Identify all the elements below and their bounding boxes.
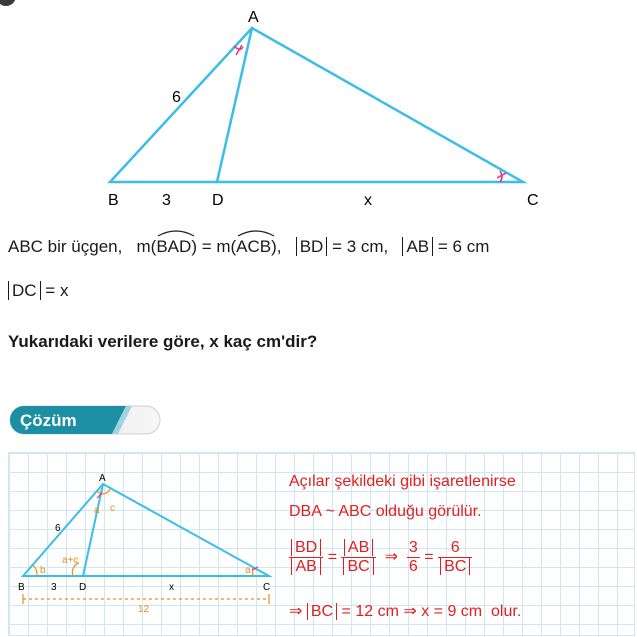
result-end: olur. xyxy=(491,603,522,620)
result-bc-value: = 12 cm xyxy=(341,603,399,620)
vertex-b-label: B xyxy=(108,192,119,209)
bc-total-label: 12 xyxy=(138,604,150,615)
solution-badge xyxy=(8,404,162,436)
dc-value: = x xyxy=(45,281,69,300)
result-x: x = 9 cm xyxy=(421,603,483,620)
implies-arrow: ⇒ xyxy=(384,548,399,566)
vertex-c-label: C xyxy=(527,192,539,209)
result-bc: BC xyxy=(307,603,337,620)
solution-box xyxy=(8,452,635,636)
bd-value: = 3 cm, xyxy=(332,237,389,256)
segment-dc-label: x xyxy=(364,192,372,209)
solution-ratio-equation: $\frac{BD}{AB}$ = $\frac{AB}{BC}$ ⇒ $\frac{3}{6}$ = $\frac{6}{BC}$ xyxy=(289,539,472,576)
solution-line-1: Açılar şekildeki gibi işaretlenirse xyxy=(289,473,516,490)
angle-bad: BAD xyxy=(156,237,191,257)
corner-decoration xyxy=(0,0,16,6)
angle-arc-icon xyxy=(156,228,196,237)
question-text: Yukarıdaki verilere göre, x kaç cm'dir? xyxy=(8,332,318,351)
angle-label-b: b xyxy=(40,565,46,576)
angle-arc-b xyxy=(33,565,37,576)
solution-vertex-a: A xyxy=(99,473,106,484)
solution-badge-label: Çözüm xyxy=(20,411,77,430)
angle-arc-icon xyxy=(236,228,276,237)
implies-arrow: ⇒ xyxy=(403,603,417,620)
problem-triangle-diagram xyxy=(0,0,637,215)
fraction-6-bc: $\frac{6}{BC}$ xyxy=(438,539,472,576)
solution-segment-dc: x xyxy=(169,582,174,593)
angle-label-a: a xyxy=(94,505,100,516)
solution-triangle-diagram xyxy=(9,453,284,635)
solution-segment-ad xyxy=(83,484,103,576)
ab-length: AB xyxy=(402,237,433,256)
equation-middle: ) = m( xyxy=(191,237,237,256)
angle-mark-bad xyxy=(234,45,243,55)
solution-line-2: DBA ~ ABC olduğu görülür. xyxy=(289,503,482,520)
problem-prefix: ABC bir üçgen, xyxy=(8,237,123,256)
implies-arrow: ⇒ xyxy=(289,603,303,620)
fraction-ab-bc: $\frac{AB}{BC}$ xyxy=(341,539,375,576)
solution-vertex-c: C xyxy=(263,582,271,593)
angle-acb: ACB xyxy=(236,237,271,257)
bd-length: BD xyxy=(296,237,328,256)
angle-label-c: c xyxy=(110,503,115,514)
problem-line-2 xyxy=(8,281,68,301)
angle-label-a-plus-c: a+c xyxy=(62,555,79,566)
angle-label-a-at-c: a xyxy=(245,565,251,576)
equation-close: ), xyxy=(271,237,282,256)
side-ab-label: 6 xyxy=(172,89,181,106)
problem-line-1 xyxy=(8,237,489,257)
m-open: m( xyxy=(136,237,157,256)
segment-bd-label: 3 xyxy=(162,192,171,209)
vertex-d-label: D xyxy=(212,192,224,209)
solution-vertex-d: D xyxy=(79,582,87,593)
ab-value: = 6 cm xyxy=(437,237,490,256)
fraction-bd-ab: $\frac{BD}{AB}$ xyxy=(289,539,323,576)
dc-length: DC xyxy=(8,281,41,300)
solution-result-line xyxy=(289,601,521,621)
solution-vertex-b: B xyxy=(18,582,25,593)
solution-side-ab: 6 xyxy=(55,523,61,534)
segment-ad xyxy=(217,28,252,182)
vertex-a-label: A xyxy=(248,9,259,26)
fraction-3-6: $\frac{3}{6}$ xyxy=(408,539,418,575)
solution-segment-bd: 3 xyxy=(51,582,57,593)
